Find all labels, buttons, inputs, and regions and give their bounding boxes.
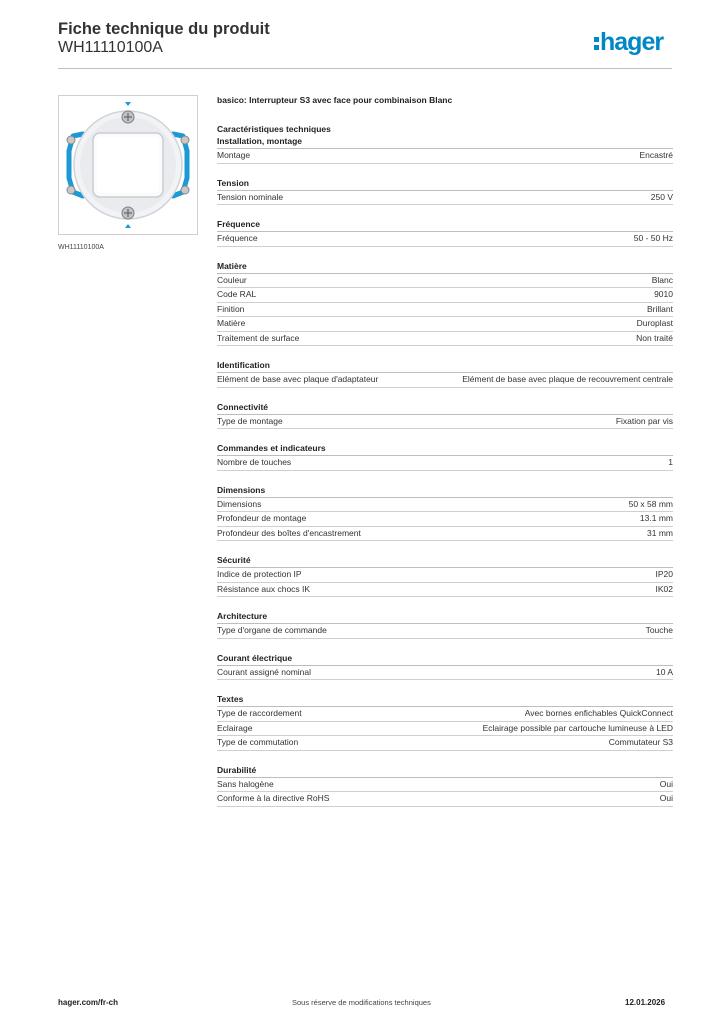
product-image: [58, 95, 198, 235]
spec-row: [217, 373, 673, 388]
spec-label: Type de commutation: [217, 737, 299, 747]
spec-label: Indice de protection IP: [217, 569, 302, 579]
spec-row: [217, 332, 673, 347]
spec-label: Dimensions: [217, 498, 262, 509]
spec-value: Eclairage possible par cartouche lumineuse à LED: [482, 722, 673, 733]
spec-row: [217, 707, 673, 722]
spec-label: Type de raccordement: [217, 708, 302, 718]
spec-label: Traitement de surface: [217, 332, 300, 343]
spec-group-title: Courant électrique: [217, 652, 673, 666]
spec-group: [217, 359, 673, 388]
spec-row: [217, 666, 673, 681]
spec-row: [217, 317, 673, 332]
spec-row: [217, 583, 673, 598]
spec-label: Nombre de touches: [217, 457, 292, 467]
spec-group-title: Textes: [217, 693, 673, 707]
spec-label: Montage: [217, 150, 251, 160]
spec-value: Oui: [659, 778, 673, 789]
spec-value: Avec bornes enfichables QuickConnect: [524, 708, 673, 718]
spec-label: Sans halogène: [217, 778, 274, 789]
spec-label: Conforme à la directive RoHS: [217, 793, 330, 803]
spec-group: [217, 764, 673, 807]
spec-group: [217, 484, 673, 542]
spec-group-title: Architecture: [217, 610, 673, 624]
page-title: Fiche technique du produit: [58, 20, 270, 38]
spec-group-title: Installation, montage: [217, 135, 673, 149]
spec-group: [217, 177, 673, 206]
spec-row: [217, 527, 673, 542]
spec-value: Duroplast: [636, 318, 673, 328]
spec-row: [217, 792, 673, 807]
spec-label: Profondeur de montage: [217, 513, 307, 523]
spec-label: Code RAL: [217, 289, 257, 299]
spec-row: [217, 568, 673, 583]
spec-value: IK02: [655, 583, 673, 594]
footer-date: 12.01.2026: [625, 998, 666, 1007]
spec-value: Commutateur S3: [608, 737, 673, 747]
spec-group-title: Connectivité: [217, 401, 673, 415]
spec-value: IP20: [655, 569, 673, 579]
spec-value: 9010: [654, 289, 673, 299]
spec-label: Type de montage: [217, 415, 283, 426]
spec-row: [217, 498, 673, 513]
product-name: basico: Interrupteur S3 avec face pour combinaison Blanc: [217, 95, 453, 105]
switch-illustration-icon: [59, 96, 197, 234]
spec-label: Couleur: [217, 274, 247, 285]
spec-value: 50 - 50 Hz: [633, 233, 673, 243]
spec-value: Brillant: [647, 303, 673, 314]
spec-group: [217, 260, 673, 347]
image-caption: WH11110100A: [58, 244, 104, 251]
spec-value: 31 mm: [647, 527, 673, 538]
hager-logo: [594, 28, 663, 56]
spec-group: [217, 554, 673, 597]
footer-website[interactable]: hager.com/fr-ch: [58, 998, 119, 1007]
spec-group: [217, 693, 673, 751]
spec-group-title: Sécurité: [217, 554, 673, 568]
spec-label: Type d'organe de commande: [217, 625, 327, 635]
spec-row: [217, 415, 673, 430]
spec-label: Matière: [217, 318, 246, 328]
spec-group: [217, 135, 673, 164]
spec-value: 1: [668, 457, 673, 467]
section-title: Caractéristiques techniques: [217, 124, 331, 134]
spec-group-title: Matière: [217, 260, 673, 274]
spec-row: [217, 303, 673, 318]
spec-value: Non traité: [636, 332, 673, 343]
spec-label: Elément de base avec plaque d'adaptateur: [217, 374, 379, 384]
spec-group-title: Identification: [217, 359, 673, 373]
spec-label: Finition: [217, 303, 245, 314]
spec-group: [217, 218, 673, 247]
spec-value: 250 V: [650, 191, 673, 202]
spec-group: [217, 652, 673, 681]
spec-row: [217, 512, 673, 527]
spec-value: 50 x 58 mm: [628, 498, 673, 509]
spec-value: 10 A: [655, 666, 673, 677]
footer-disclaimer: Sous réserve de modifications techniques: [292, 998, 431, 1007]
spec-value: Fixation par vis: [615, 415, 673, 426]
spec-group-title: Fréquence: [217, 218, 673, 232]
spec-label: Courant assigné nominal: [217, 666, 312, 677]
header-divider: [58, 68, 672, 69]
spec-group-title: Tension: [217, 177, 673, 191]
spec-label: Fréquence: [217, 233, 258, 243]
spec-label: Tension nominale: [217, 191, 284, 202]
spec-row: [217, 624, 673, 639]
spec-label: Eclairage: [217, 722, 253, 733]
spec-row: [217, 288, 673, 303]
spec-group: [217, 401, 673, 430]
spec-row: [217, 778, 673, 793]
spec-row: [217, 232, 673, 247]
spec-label: Profondeur des boîtes d'encastrement: [217, 527, 361, 538]
spec-value: Blanc: [651, 274, 673, 285]
spec-value: Encastré: [639, 150, 673, 160]
spec-row: [217, 722, 673, 737]
logo-dots-icon: [594, 37, 599, 50]
spec-value: Oui: [659, 793, 673, 803]
logo-text: hager: [600, 28, 664, 56]
spec-row: [217, 191, 673, 206]
spec-group: [217, 442, 673, 471]
spec-row: [217, 149, 673, 164]
spec-value: 13.1 mm: [639, 513, 673, 523]
spec-label: Résistance aux chocs IK: [217, 583, 311, 594]
spec-group-title: Commandes et indicateurs: [217, 442, 673, 456]
spec-group: [217, 610, 673, 639]
spec-row: [217, 274, 673, 289]
spec-row: [217, 456, 673, 471]
spec-group-title: Dimensions: [217, 484, 673, 498]
spec-content: [217, 93, 673, 807]
spec-value: Touche: [645, 625, 673, 635]
spec-value: Elément de base avec plaque de recouvrement centrale: [462, 374, 673, 384]
spec-group-title: Durabilité: [217, 764, 673, 778]
spec-groups: [217, 135, 673, 807]
product-reference: WH11110100A: [58, 39, 163, 56]
spec-row: [217, 736, 673, 751]
